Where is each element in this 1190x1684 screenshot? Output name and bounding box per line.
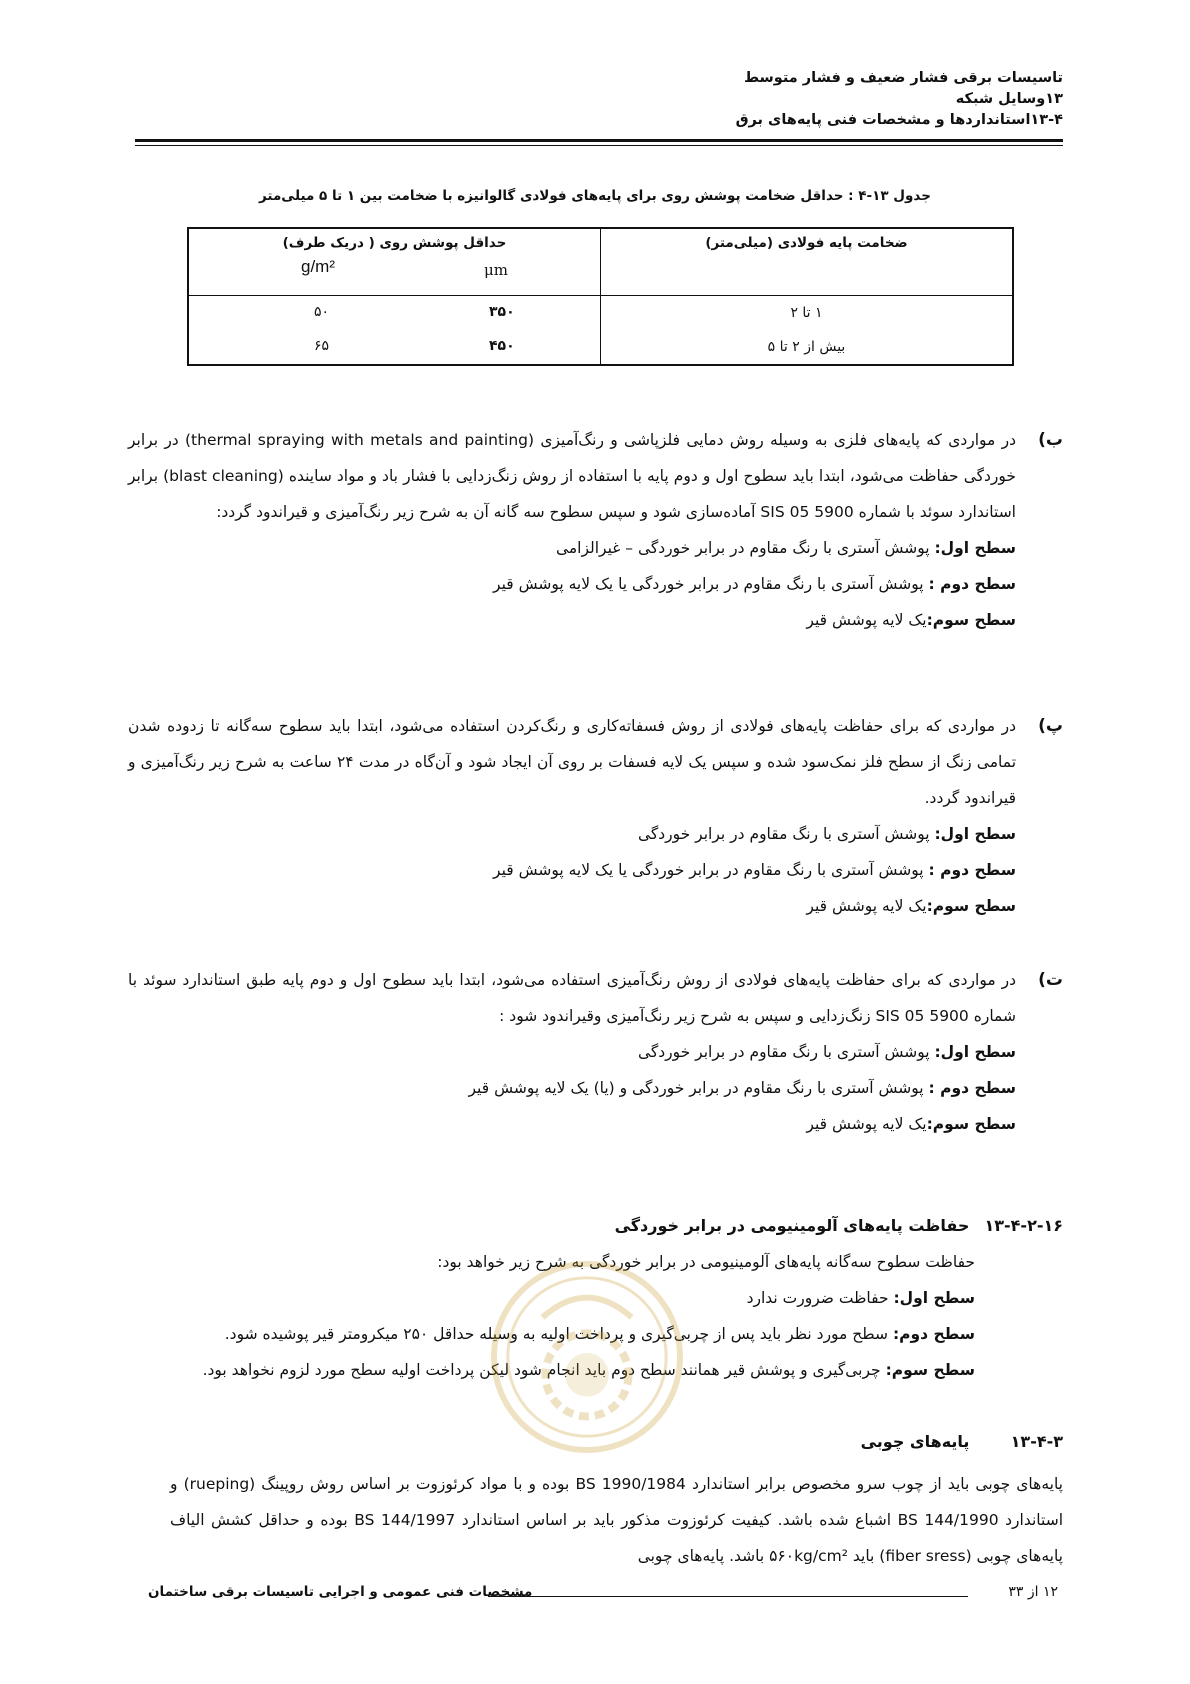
section-intro: حفاظت سطوح سه‌گانه پایه‌های آلومینیومی در برابر خوردگی به شرح زیر خواهد بود: xyxy=(437,1253,975,1271)
heading-number: ۱۳-۴-۲-۱۶ xyxy=(984,1216,1063,1235)
header-line-1: تاسیسات برقی فشار ضعیف و فشار متوسط xyxy=(743,70,1063,86)
surface-text: پوشش آستری با رنگ مقاوم در برابر خوردگی و (یا) یک لایه پوشش قیر xyxy=(468,1079,929,1097)
surface-label: سطح سوم: xyxy=(926,897,1016,915)
section-p xyxy=(128,708,1063,924)
surface-3 xyxy=(128,602,1016,638)
surface-3 xyxy=(128,888,1016,924)
page-number: ۱۲ از ۳۳ xyxy=(1008,1584,1058,1600)
surface-3 xyxy=(128,1106,1016,1142)
table-row xyxy=(188,330,1013,365)
zinc-coating-table xyxy=(187,227,1014,366)
cell-coating xyxy=(188,296,601,331)
section-label: ت) xyxy=(1038,970,1063,990)
surface-label: سطح دوم : xyxy=(928,861,1016,879)
section-intro: در مواردی که برای حفاظت پایه‌های فولادی از روش فسفاته‌کاری و رنگ‌کردن استفاده می‌شود، ابتدا باید سطوح سه‌گانه تا زدوده شدن تمامی زنگ از سطح فلز نمک‌سود شده و سپس یک لایه فسفات بر روی آن ایجاد شود و آن‌گاه در مدت ۲۴ ساعت به شرح زیر رنگ‌آمیزی و قیراندود گردد. xyxy=(128,717,1017,807)
surface-label: سطح اول: xyxy=(893,1289,975,1307)
section-intro: در مواردی که پایه‌های فلزی به وسیله روش دمایی فلزپاشی و رنگ‌آمیزی (thermal spraying with metals and painting) در برابر خوردگی حفاظت می‌شود، ابتدا باید سطوح اول و دوم پایه با استفاده از روش زنگ‌زدایی با فشار باد و مواد ساینده (blast cleaning) برابر استاندارد سوئد با شماره SIS 05 5900 آماده‌سازی شود و سپس سطوح سه گانه آن به شرح زیر رنگ‌آمیزی و قیراندود گردد: xyxy=(128,431,1017,521)
surface-text: یک لایه پوشش قیر xyxy=(806,897,927,915)
running-header xyxy=(123,68,1063,131)
surface-text: یک لایه پوشش قیر xyxy=(806,611,927,629)
cell-thickness: ۱ تا ۲ xyxy=(601,296,1014,331)
surface-1 xyxy=(128,530,1016,566)
section-b xyxy=(128,422,1063,638)
heading-wooden-poles xyxy=(861,1432,1063,1451)
surface-text: پوشش آستری با رنگ مقاوم در برابر خوردگی xyxy=(637,1043,935,1061)
cell-coating xyxy=(188,330,601,365)
surface-2 xyxy=(128,566,1016,602)
surface-2 xyxy=(128,1070,1016,1106)
surface-label: سطح دوم: xyxy=(892,1325,975,1343)
header-thickness-label: ضخامت پایه فولادی (میلی‌متر) xyxy=(705,235,908,251)
header-rule-thin xyxy=(135,145,1063,146)
surface-text: پوشش آستری با رنگ مقاوم در برابر خوردگی یا یک لایه پوشش قیر xyxy=(493,575,929,593)
surface-text: پوشش آستری با رنگ مقاوم در برابر خوردگی – غیرالزامی xyxy=(555,539,935,557)
cell-um: ۳۵۰ xyxy=(489,304,515,320)
surface-label: سطح دوم : xyxy=(928,1079,1016,1097)
cell-gm2: ۶۵ xyxy=(314,338,330,354)
surface-label: سطح دوم : xyxy=(928,575,1016,593)
surface-text: پوشش آستری با رنگ مقاوم در برابر خوردگی xyxy=(637,825,935,843)
table-caption: جدول ۱۳-۴ : حداقل ضخامت پوشش روی برای پایه‌های فولادی گالوانیزه با ضخامت بین ۱ تا ۵ میلی‌متر xyxy=(259,188,931,204)
header-line-3: ۱۳-۴استانداردها و مشخصات فنی پایه‌های برق xyxy=(735,112,1063,128)
watermark-seal-icon xyxy=(488,1258,686,1456)
cell-thickness: بیش از ۲ تا ۵ xyxy=(601,330,1014,365)
heading-title: حفاظت پایه‌های آلومینیومی در برابر خوردگی xyxy=(614,1216,970,1235)
table-row xyxy=(188,296,1013,331)
surface-text: حفاظت ضرورت ندارد xyxy=(746,1289,894,1307)
surface-text: پوشش آستری با رنگ مقاوم در برابر خوردگی یا یک لایه پوشش قیر xyxy=(493,861,929,879)
section-body: پایه‌های چوبی باید از چوب سرو مخصوص برابر استاندارد BS 1990/1984 بوده و با مواد کرئوزوت بر اساس روش روپینگ (rueping) و استاندارد BS 144/1990 اشباع شده باشد. کیفیت کرئوزوت مذکور باید بر اساس استاندارد BS 144/1997 بوده و حداقل کشش الیاف پایه‌های چوبی (fiber sress) باید ۵۶۰kg/cm² باشد. پایه‌های چوبی xyxy=(170,1475,1063,1565)
surface-1 xyxy=(128,1034,1016,1070)
surface-label: سطح اول: xyxy=(934,825,1016,843)
surface-label: سطح اول: xyxy=(934,539,1016,557)
unit-gm2: g/m² xyxy=(301,257,335,276)
section-label: ب) xyxy=(1038,430,1063,450)
surface-label: سطح سوم: xyxy=(926,611,1016,629)
heading-aluminium xyxy=(615,1216,1063,1235)
surface-2 xyxy=(128,852,1016,888)
surface-text: یک لایه پوشش قیر xyxy=(806,1115,927,1133)
footer-rule xyxy=(488,1596,968,1597)
table-header-thickness xyxy=(601,228,1014,296)
heading-title: پایه‌های چوبی xyxy=(860,1432,970,1451)
cell-um: ۴۵۰ xyxy=(489,338,515,354)
cell-gm2: ۵۰ xyxy=(314,304,330,320)
header-coating-label: حداقل پوشش روی ( دریک طرف) xyxy=(282,235,507,251)
section-intro: در مواردی که برای حفاظت پایه‌های فولادی از روش رنگ‌آمیزی استفاده می‌شود، ابتدا باید سطوح اول و دوم پایه طبق استاندارد سوئد با شماره SIS 05 5900 زنگ‌زدایی و سپس به شرح زیر رنگ‌آمیزی وقیراندود شود : xyxy=(128,971,1016,1025)
section-label: پ) xyxy=(1038,716,1063,736)
footer-title: مشخصات فنی عمومی و اجرایی تاسیسات برقی ساختمان xyxy=(148,1584,533,1600)
table-header-coating xyxy=(188,228,601,296)
surface-label: سطح اول: xyxy=(934,1043,1016,1061)
surface-text: سطح مورد نظر باید پس از چربی‌گیری و پرداخت اولیه به وسیله حداقل ۲۵۰ میکرومتر قیر پوشیده شود. xyxy=(224,1325,893,1343)
unit-um: μm xyxy=(484,261,508,279)
header-line-2: ۱۳وسایل شبکه xyxy=(955,91,1063,107)
surface-text: چربی‌گیری و پوشش قیر همانند سطح دوم باید انجام شود لیکن پرداخت اولیه سطح مورد لزوم نخواهد بود. xyxy=(202,1361,886,1379)
surface-label: سطح سوم: xyxy=(885,1361,975,1379)
unit-row xyxy=(189,251,600,281)
section-t xyxy=(128,962,1063,1142)
surface-1 xyxy=(128,816,1016,852)
header-rule-thick xyxy=(135,139,1063,142)
surface-label: سطح سوم: xyxy=(926,1115,1016,1133)
section-wooden-poles xyxy=(170,1466,1063,1574)
heading-number: ۱۳-۴-۳ xyxy=(1010,1432,1063,1451)
